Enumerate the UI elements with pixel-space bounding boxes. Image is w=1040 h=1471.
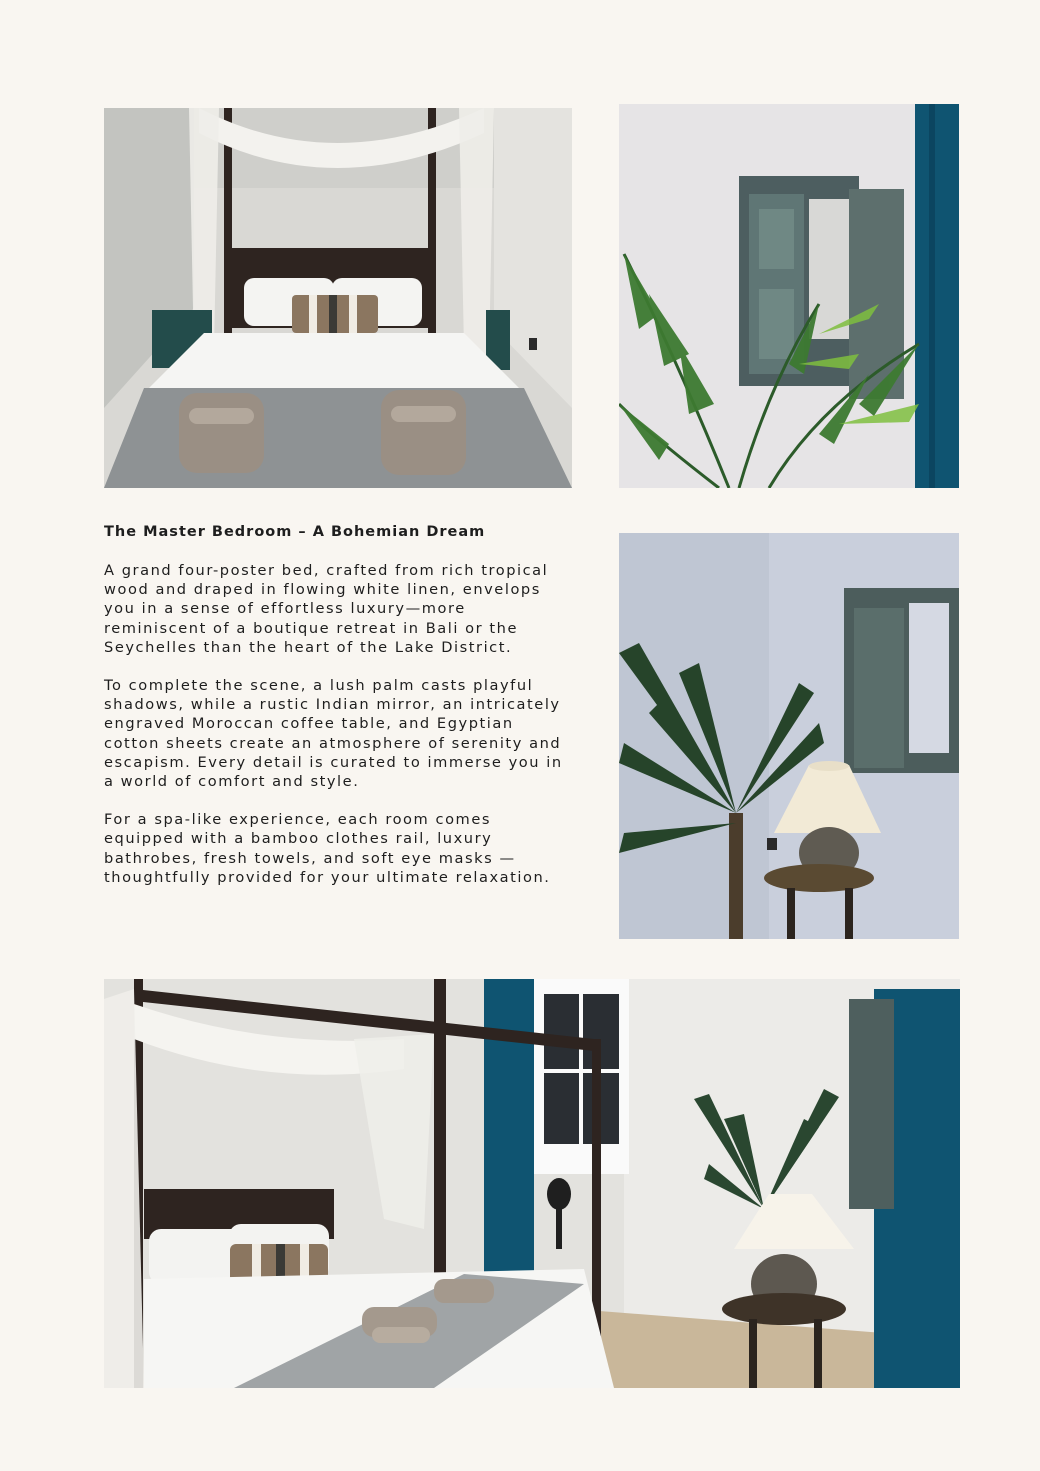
paragraph-decor: To complete the scene, a lush palm casts playful shadows, while a rustic Indian mirror, an intricately engraved Moroccan coffee table, and Egyptian cotton sheets create an atmosphere of serenity and escapism. Every detail is curated to immerse you in a world of comfort and style. bbox=[104, 677, 563, 791]
photo-bedroom-wide bbox=[104, 979, 960, 1388]
photo-palm-lamp-corner bbox=[619, 533, 959, 939]
master-bedroom-description bbox=[104, 523, 574, 906]
section-heading: The Master Bedroom – A Bohemian Dream bbox=[104, 524, 486, 540]
photo-indian-mirror-palm bbox=[619, 104, 959, 488]
paragraph-spa: For a spa-like experience, each room comes equipped with a bamboo clothes rail, luxury bathrobes, fresh towels, and soft eye masks —thoughtfully provided for your ultimate relaxation. bbox=[104, 811, 551, 886]
photo-master-bed-front bbox=[104, 108, 572, 488]
paragraph-bed: A grand four-poster bed, crafted from rich tropical wood and draped in flowing white linen, envelops you in a sense of effortless luxury—more reminiscent of a boutique retreat in Bali or the Seychelles than the heart of the Lake District. bbox=[104, 562, 549, 656]
